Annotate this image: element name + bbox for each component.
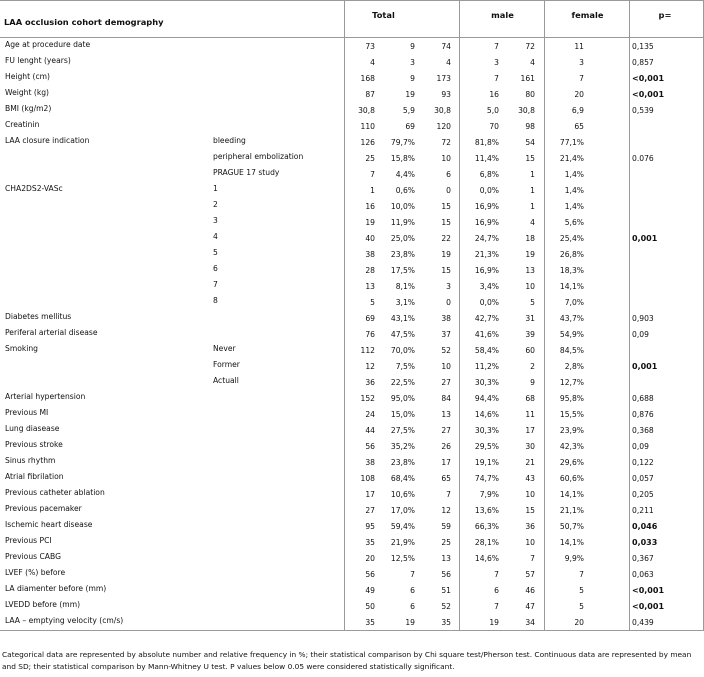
cell-m1: 3 — [446, 282, 451, 291]
cell-t1: 36 — [365, 378, 375, 387]
cell-f2: 1,4% — [564, 186, 584, 195]
cell-f1: 57 — [525, 570, 535, 579]
cell-m1: 25 — [441, 538, 451, 547]
cell-sub: 1 — [213, 184, 218, 193]
cell-t1: 56 — [365, 442, 375, 451]
cell-t2: 25,0% — [390, 234, 415, 243]
cell-f2: 14,1% — [559, 490, 584, 499]
cell-f2: 11 — [574, 42, 584, 51]
cell-t1: 12 — [365, 362, 375, 371]
cell-t1: 35 — [365, 538, 375, 547]
cell-f1: 39 — [525, 330, 535, 339]
cell-f1: 18 — [525, 234, 535, 243]
cell-t1: 56 — [365, 570, 375, 579]
cell-f2: 84,5% — [559, 346, 584, 355]
cell-m1: 0 — [446, 298, 451, 307]
header-total: Total — [372, 10, 395, 20]
cell-label: Diabetes mellitus — [5, 312, 72, 321]
cell-label: Previous pacemaker — [5, 504, 82, 513]
cell-t2: 6 — [410, 586, 415, 595]
cell-p: <0,001 — [632, 602, 665, 611]
cell-label: Age at procedure date — [5, 40, 91, 49]
cell-m1: 173 — [436, 74, 451, 83]
cell-t2: 3 — [410, 58, 415, 67]
cell-t1: 95 — [365, 522, 375, 531]
cell-sub: Never — [213, 344, 236, 353]
cell-f1: 30,8 — [518, 106, 535, 115]
cell-sub: 6 — [213, 264, 218, 273]
cell-t2: 17,0% — [390, 506, 415, 515]
cell-f2: 23,9% — [559, 426, 584, 435]
cell-m1: 93 — [441, 90, 451, 99]
header-female: female — [571, 10, 604, 20]
cell-m2: 0,0% — [479, 298, 499, 307]
cell-m1: 19 — [441, 250, 451, 259]
cell-m1: 52 — [441, 346, 451, 355]
cell-f2: 43,7% — [559, 314, 584, 323]
cell-t1: 112 — [360, 346, 375, 355]
cell-f2: 42,3% — [559, 442, 584, 451]
cell-t2: 10,0% — [390, 202, 415, 211]
cell-m1: 56 — [441, 570, 451, 579]
cell-t1: 76 — [365, 330, 375, 339]
cell-t2: 3,1% — [395, 298, 415, 307]
cell-f2: 15,5% — [559, 410, 584, 419]
cell-p: 0,368 — [632, 426, 654, 435]
cell-label: FU lenght (years) — [5, 56, 71, 65]
cell-label: Previous stroke — [5, 440, 63, 449]
cell-m1: 15 — [441, 202, 451, 211]
cell-m2: 81,8% — [474, 138, 499, 147]
cell-f1: 98 — [525, 122, 535, 131]
cell-m1: 59 — [441, 522, 451, 531]
cell-label: LAA closure indication — [5, 136, 90, 145]
cell-label: Periferal arterial disease — [5, 328, 98, 337]
cell-sub: 4 — [213, 232, 218, 241]
cell-t1: 17 — [365, 490, 375, 499]
cell-f2: 21,1% — [559, 506, 584, 515]
cell-t2: 9 — [410, 42, 415, 51]
cell-f2: 1,4% — [564, 202, 584, 211]
cell-label: Atrial fibrilation — [5, 472, 64, 481]
cell-m2: 30,3% — [474, 426, 499, 435]
cell-label: Creatinin — [5, 120, 40, 129]
cell-t1: 35 — [365, 618, 375, 627]
cell-f1: 11 — [525, 410, 535, 419]
cell-sub: Former — [213, 360, 240, 369]
cell-t2: 19 — [405, 90, 415, 99]
cell-m1: 10 — [441, 362, 451, 371]
cell-t1: 19 — [365, 218, 375, 227]
cell-f2: 29,6% — [559, 458, 584, 467]
cell-label: Lung diasease — [5, 424, 60, 433]
cell-t1: 73 — [365, 42, 375, 51]
cell-p: 0,135 — [632, 42, 654, 51]
cell-f2: 18,3% — [559, 266, 584, 275]
cell-f2: 65 — [574, 122, 584, 131]
cell-m1: 74 — [441, 42, 451, 51]
cell-m2: 19,1% — [474, 458, 499, 467]
cell-t2: 47,5% — [390, 330, 415, 339]
cell-m2: 5,0 — [486, 106, 499, 115]
cell-label: CHA2DS2-VASc — [5, 184, 63, 193]
cell-t2: 95,0% — [390, 394, 415, 403]
cell-f2: 21,4% — [559, 154, 584, 163]
cell-f1: 47 — [525, 602, 535, 611]
cell-sub: 2 — [213, 200, 218, 209]
cell-p: 0,367 — [632, 554, 654, 563]
cell-label: Sinus rhythm — [5, 456, 56, 465]
cell-m1: 30,8 — [434, 106, 451, 115]
cell-label: Ischemic heart disease — [5, 520, 93, 529]
cell-t1: 108 — [360, 474, 375, 483]
cell-t1: 38 — [365, 458, 375, 467]
cell-f1: 60 — [525, 346, 535, 355]
cell-f2: 5 — [579, 602, 584, 611]
cell-m1: 37 — [441, 330, 451, 339]
table-top-border — [0, 0, 704, 1]
cell-t1: 110 — [360, 122, 375, 131]
cell-m2: 3,4% — [479, 282, 499, 291]
cell-f2: 2,8% — [564, 362, 584, 371]
cell-m2: 16 — [489, 90, 499, 99]
cell-m1: 15 — [441, 266, 451, 275]
cell-t2: 11,9% — [390, 218, 415, 227]
cell-m2: 21,3% — [474, 250, 499, 259]
cell-p: 0,09 — [632, 330, 649, 339]
cell-t1: 28 — [365, 266, 375, 275]
cell-m2: 41,6% — [474, 330, 499, 339]
cell-f1: 9 — [530, 378, 535, 387]
cell-t2: 4,4% — [395, 170, 415, 179]
cell-f1: 30 — [525, 442, 535, 451]
cell-m1: 13 — [441, 410, 451, 419]
cell-t1: 38 — [365, 250, 375, 259]
cell-p: 0,211 — [632, 506, 654, 515]
cell-m2: 13,6% — [474, 506, 499, 515]
cell-m1: 13 — [441, 554, 451, 563]
cell-t1: 16 — [365, 202, 375, 211]
cell-f2: 5 — [579, 586, 584, 595]
cell-t2: 0,6% — [395, 186, 415, 195]
cell-t1: 87 — [365, 90, 375, 99]
cell-p: 0,122 — [632, 458, 654, 467]
cell-m2: 30,3% — [474, 378, 499, 387]
cell-t1: 40 — [365, 234, 375, 243]
cell-f1: 46 — [525, 586, 535, 595]
cell-f1: 7 — [530, 554, 535, 563]
cell-t2: 27,5% — [390, 426, 415, 435]
cell-f1: 2 — [530, 362, 535, 371]
cell-m1: 7 — [446, 490, 451, 499]
cell-label: LAA – emptying velocity (cm/s) — [5, 616, 124, 625]
cell-m1: 0 — [446, 186, 451, 195]
cell-f1: 43 — [525, 474, 535, 483]
cell-m1: 26 — [441, 442, 451, 451]
cell-f1: 19 — [525, 250, 535, 259]
cell-t2: 7,5% — [395, 362, 415, 371]
cell-t2: 43,1% — [390, 314, 415, 323]
merged-p-value: 0,001 — [632, 234, 658, 243]
cell-m1: 35 — [441, 618, 451, 627]
cell-m1: 27 — [441, 378, 451, 387]
cell-label: Previous CABG — [5, 552, 61, 561]
column-divider — [629, 0, 630, 630]
cell-t1: 25 — [365, 154, 375, 163]
cell-m1: 27 — [441, 426, 451, 435]
cell-f1: 72 — [525, 42, 535, 51]
cell-f2: 3 — [579, 58, 584, 67]
cell-t2: 68,4% — [390, 474, 415, 483]
cell-m2: 14,6% — [474, 554, 499, 563]
header-p: p= — [658, 10, 672, 20]
cell-p: 0,09 — [632, 442, 649, 451]
cell-t1: 4 — [370, 58, 375, 67]
cell-m2: 16,9% — [474, 218, 499, 227]
cell-p: 0,205 — [632, 490, 654, 499]
cell-label: LVEDD before (mm) — [5, 600, 81, 609]
cell-p: 0,063 — [632, 570, 654, 579]
cell-f2: 14,1% — [559, 538, 584, 547]
cell-f1: 10 — [525, 490, 535, 499]
cell-f2: 7,0% — [564, 298, 584, 307]
cell-t1: 69 — [365, 314, 375, 323]
cell-p: 0,903 — [632, 314, 654, 323]
cell-m2: 58,4% — [474, 346, 499, 355]
cell-m2: 7 — [494, 570, 499, 579]
table-footnote: Categorical data are represented by absolute number and relative frequency in %; their statistical comparison by Chi square test/Pherson test. Continuous data are represented by mean and SD; their statistical comparison by Mann-Whitney U test. P values below 0.05 were considered statistically significant. — [2, 650, 692, 671]
cell-f2: 14,1% — [559, 282, 584, 291]
cell-f2: 54,9% — [559, 330, 584, 339]
cell-t2: 10,6% — [390, 490, 415, 499]
header-male: male — [491, 10, 514, 20]
cell-sub: 5 — [213, 248, 218, 257]
cell-m1: 38 — [441, 314, 451, 323]
cell-f1: 15 — [525, 154, 535, 163]
cell-f2: 1,4% — [564, 170, 584, 179]
cell-f2: 20 — [574, 618, 584, 627]
cell-f1: 4 — [530, 218, 535, 227]
cell-f1: 10 — [525, 282, 535, 291]
cell-m2: 7 — [494, 74, 499, 83]
cell-m2: 3 — [494, 58, 499, 67]
cell-p: <0,001 — [632, 586, 665, 595]
cell-p: 0,057 — [632, 474, 654, 483]
cell-m1: 72 — [441, 138, 451, 147]
cell-t1: 30,8 — [358, 106, 375, 115]
cell-m1: 17 — [441, 458, 451, 467]
cell-m1: 65 — [441, 474, 451, 483]
cell-label: Weight (kg) — [5, 88, 50, 97]
cell-t2: 22,5% — [390, 378, 415, 387]
cell-t1: 44 — [365, 426, 375, 435]
cell-t2: 9 — [410, 74, 415, 83]
cell-m2: 74,7% — [474, 474, 499, 483]
cell-m2: 16,9% — [474, 202, 499, 211]
cell-m2: 7 — [494, 602, 499, 611]
cell-label: Smoking — [5, 344, 39, 353]
cell-t1: 24 — [365, 410, 375, 419]
cell-t2: 15,8% — [390, 154, 415, 163]
cell-t2: 17,5% — [390, 266, 415, 275]
cell-t1: 27 — [365, 506, 375, 515]
cell-t1: 7 — [370, 170, 375, 179]
cell-m1: 120 — [436, 122, 451, 131]
cell-f1: 15 — [525, 506, 535, 515]
cell-label: LVEF (%) before — [5, 568, 66, 577]
cell-p: <0,001 — [632, 74, 665, 83]
cell-t1: 168 — [360, 74, 375, 83]
cell-m2: 11,2% — [474, 362, 499, 371]
cell-sub: 7 — [213, 280, 218, 289]
cell-m1: 84 — [441, 394, 451, 403]
cell-t2: 5,9 — [402, 106, 415, 115]
cell-f1: 161 — [520, 74, 535, 83]
cell-label: Height (cm) — [5, 72, 51, 81]
cell-f1: 21 — [525, 458, 535, 467]
cell-t1: 20 — [365, 554, 375, 563]
cell-label: BMI (kg/m2) — [5, 104, 52, 113]
cell-m2: 24,7% — [474, 234, 499, 243]
cell-m1: 51 — [441, 586, 451, 595]
cell-p: 0.076 — [632, 154, 654, 163]
cell-p: 0,539 — [632, 106, 654, 115]
cell-m2: 42,7% — [474, 314, 499, 323]
cell-m1: 4 — [446, 58, 451, 67]
cell-t2: 6 — [410, 602, 415, 611]
cell-p: 0,688 — [632, 394, 654, 403]
cell-f1: 13 — [525, 266, 535, 275]
cell-f1: 5 — [530, 298, 535, 307]
cell-m2: 28,1% — [474, 538, 499, 547]
cell-m2: 66,3% — [474, 522, 499, 531]
cell-t1: 1 — [370, 186, 375, 195]
cell-sub: bleeding — [213, 136, 246, 145]
cell-m2: 19 — [489, 618, 499, 627]
cell-f2: 26,8% — [559, 250, 584, 259]
cell-t2: 35,2% — [390, 442, 415, 451]
cell-t2: 19 — [405, 618, 415, 627]
cell-t1: 5 — [370, 298, 375, 307]
cell-label: Previous catheter ablation — [5, 488, 105, 497]
cell-t2: 59,4% — [390, 522, 415, 531]
cell-f2: 6,9 — [571, 106, 584, 115]
cell-t1: 50 — [365, 602, 375, 611]
cell-f1: 34 — [525, 618, 535, 627]
cell-m1: 6 — [446, 170, 451, 179]
cell-sub: 3 — [213, 216, 218, 225]
cell-t2: 12,5% — [390, 554, 415, 563]
cell-f1: 4 — [530, 58, 535, 67]
cell-sub: peripheral embolization — [213, 152, 304, 161]
cell-f1: 54 — [525, 138, 535, 147]
cell-f1: 68 — [525, 394, 535, 403]
cell-p: <0,001 — [632, 90, 665, 99]
cell-f2: 50,7% — [559, 522, 584, 531]
cell-f2: 77,1% — [559, 138, 584, 147]
cell-f1: 17 — [525, 426, 535, 435]
cell-f1: 10 — [525, 538, 535, 547]
cell-m1: 22 — [441, 234, 451, 243]
cell-p: 0,033 — [632, 538, 658, 547]
cell-t2: 70,0% — [390, 346, 415, 355]
cell-f2: 7 — [579, 570, 584, 579]
cell-f1: 36 — [525, 522, 535, 531]
cell-f2: 25,4% — [559, 234, 584, 243]
cell-t2: 23,8% — [390, 458, 415, 467]
cell-m2: 70 — [489, 122, 499, 131]
cell-f1: 80 — [525, 90, 535, 99]
cell-t2: 7 — [410, 570, 415, 579]
cell-p: 0,857 — [632, 58, 654, 67]
cell-t2: 21,9% — [390, 538, 415, 547]
cell-p: 0,876 — [632, 410, 654, 419]
cell-m2: 11,4% — [474, 154, 499, 163]
cell-t1: 152 — [360, 394, 375, 403]
cell-p: 0,046 — [632, 522, 658, 531]
cell-p: 0,439 — [632, 618, 654, 627]
cell-t2: 8,1% — [395, 282, 415, 291]
cell-f1: 1 — [530, 186, 535, 195]
cell-f2: 12,7% — [559, 378, 584, 387]
cell-m2: 29,5% — [474, 442, 499, 451]
cell-f2: 7 — [579, 74, 584, 83]
merged-p-value: 0,001 — [632, 362, 658, 371]
cell-m1: 52 — [441, 602, 451, 611]
cell-sub: PRAGUE 17 study — [213, 168, 280, 177]
cell-m2: 6,8% — [479, 170, 499, 179]
cell-t2: 69 — [405, 122, 415, 131]
table-title: LAA occlusion cohort demography — [4, 17, 164, 27]
cell-m2: 6 — [494, 586, 499, 595]
cell-label: Previous MI — [5, 408, 49, 417]
cell-f1: 1 — [530, 170, 535, 179]
cell-sub: Actuall — [213, 376, 239, 385]
cell-m1: 10 — [441, 154, 451, 163]
cell-f2: 20 — [574, 90, 584, 99]
cell-t1: 49 — [365, 586, 375, 595]
cell-f2: 60,6% — [559, 474, 584, 483]
cell-m2: 0,0% — [479, 186, 499, 195]
cell-t1: 13 — [365, 282, 375, 291]
cell-m1: 15 — [441, 218, 451, 227]
cell-label: Previous PCI — [5, 536, 52, 545]
cell-f1: 31 — [525, 314, 535, 323]
cell-t2: 23,8% — [390, 250, 415, 259]
cell-m2: 7 — [494, 42, 499, 51]
cell-label: LA diamenter before (mm) — [5, 584, 107, 593]
cell-m1: 12 — [441, 506, 451, 515]
cell-f2: 9,9% — [564, 554, 584, 563]
cell-t2: 15,0% — [390, 410, 415, 419]
cell-label: Arterial hypertension — [5, 392, 86, 401]
cell-m2: 16,9% — [474, 266, 499, 275]
cell-f2: 5,6% — [564, 218, 584, 227]
cell-m2: 7,9% — [479, 490, 499, 499]
cell-t2: 79,7% — [390, 138, 415, 147]
cell-m2: 14,6% — [474, 410, 499, 419]
cell-f2: 95,8% — [559, 394, 584, 403]
cell-f1: 1 — [530, 202, 535, 211]
cell-m2: 94,4% — [474, 394, 499, 403]
cell-sub: 8 — [213, 296, 218, 305]
cell-t1: 126 — [360, 138, 375, 147]
